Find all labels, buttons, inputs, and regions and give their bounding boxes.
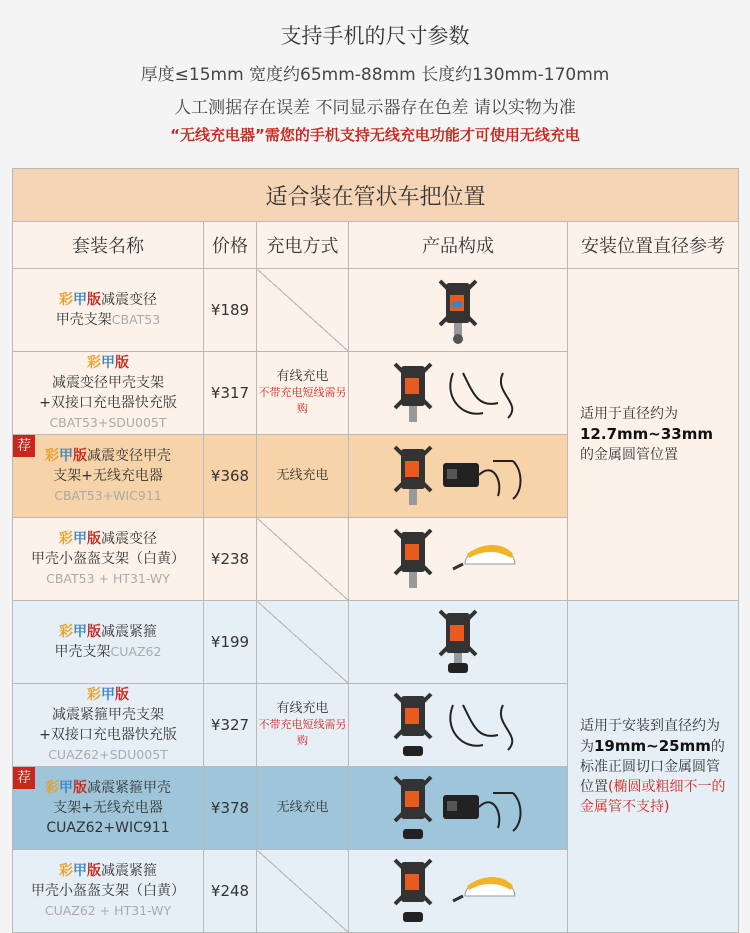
diameter-note: 适用于直径约为 12.7mm~33mm 的金属圆管位置 bbox=[568, 269, 739, 601]
kit-name: 彩甲版减震变径 甲壳支架CBAT53 bbox=[13, 269, 204, 352]
col-header-name: 套装名称 bbox=[13, 222, 204, 269]
clamp-mount-icon bbox=[428, 607, 488, 677]
recommend-badge: 荐 bbox=[13, 767, 35, 789]
mount-with-helmet-icon bbox=[383, 524, 533, 594]
product-image bbox=[349, 767, 568, 850]
recommend-badge: 荐 bbox=[13, 435, 35, 457]
product-image bbox=[349, 435, 568, 518]
kit-name: 彩甲版减震紧箍 甲壳支架CUAZ62 bbox=[13, 601, 204, 684]
kit-name: 荐 彩甲版减震变径甲壳 支架+无线充电器 CBAT53+WIC911 bbox=[13, 435, 204, 518]
product-image bbox=[349, 352, 568, 435]
product-image bbox=[349, 601, 568, 684]
product-image bbox=[349, 518, 568, 601]
kit-price: ¥378 bbox=[204, 767, 257, 850]
col-header-charge: 充电方式 bbox=[257, 222, 349, 269]
charge-none bbox=[257, 518, 349, 601]
clamp-mount-with-helmet-icon bbox=[383, 856, 533, 926]
charge-none bbox=[257, 850, 349, 933]
measurement-disclaimer: 人工测据存在误差 不同显示器存在色差 请以实物为准 bbox=[174, 98, 576, 118]
mount-with-wireless-charger-icon bbox=[383, 441, 533, 511]
product-image bbox=[349, 269, 568, 352]
col-header-components: 产品构成 bbox=[349, 222, 568, 269]
kit-price: ¥327 bbox=[204, 684, 257, 767]
charge-none bbox=[257, 601, 349, 684]
kit-price: ¥317 bbox=[204, 352, 257, 435]
charge-method: 有线充电 不带充电短线需另购 bbox=[257, 352, 349, 435]
kit-price: ¥368 bbox=[204, 435, 257, 518]
kit-name: 彩甲版减震变径 甲壳小盔盔支架（白黄） CBAT53 + HT31-WY bbox=[13, 518, 204, 601]
diameter-note: 适用于安装到直径约为 为19mm~25mm的标准正圆切口金属圆管位置(椭圆或粗细不一的金属管不支持) bbox=[568, 601, 739, 933]
phone-size-spec: 厚度≤15mm 宽度约65mm-88mm 长度约130mm-170mm bbox=[140, 65, 610, 85]
kit-name: 彩甲版 减震变径甲壳支架 +双接口充电器快充版 CBAT53+SDU005T bbox=[13, 352, 204, 435]
phone-mount-icon bbox=[428, 275, 488, 345]
tube-handlebar-table bbox=[12, 168, 739, 601]
kit-name: 彩甲版减震紧箍 甲壳小盔盔支架（白黄） CUAZ62 + HT31-WY bbox=[13, 850, 204, 933]
charge-method: 无线充电 bbox=[257, 435, 349, 518]
col-header-price: 价格 bbox=[204, 222, 257, 269]
charge-method: 无线充电 bbox=[257, 767, 349, 850]
charge-method: 有线充电 不带充电短线需另购 bbox=[257, 684, 349, 767]
clamp-mount-with-charger-icon bbox=[383, 690, 533, 760]
mount-with-charger-icon bbox=[383, 358, 533, 428]
col-header-diameter: 安装位置直径参考 bbox=[568, 222, 739, 269]
table-row bbox=[13, 269, 739, 352]
table-title: 适合装在管状车把位置 bbox=[13, 169, 739, 222]
charge-none bbox=[257, 269, 349, 352]
kit-price: ¥199 bbox=[204, 601, 257, 684]
kit-price: ¥248 bbox=[204, 850, 257, 933]
wireless-charger-notice: “无线充电器”需您的手机支持无线充电功能才可使用无线充电 bbox=[170, 126, 580, 144]
product-image bbox=[349, 684, 568, 767]
spec-title: 支持手机的尺寸参数 bbox=[280, 24, 470, 48]
kit-price: ¥238 bbox=[204, 518, 257, 601]
clamp-handlebar-table bbox=[12, 600, 739, 933]
kit-name: 彩甲版 减震紧箍甲壳支架 +双接口充电器快充版 CUAZ62+SDU005T bbox=[13, 684, 204, 767]
clamp-mount-with-wireless-charger-icon bbox=[383, 773, 533, 843]
product-image bbox=[349, 850, 568, 933]
kit-price: ¥189 bbox=[204, 269, 257, 352]
kit-name: 荐 彩甲版减震紧箍甲壳 支架+无线充电器 CUAZ62+WIC911 bbox=[13, 767, 204, 850]
table-row bbox=[13, 601, 739, 684]
